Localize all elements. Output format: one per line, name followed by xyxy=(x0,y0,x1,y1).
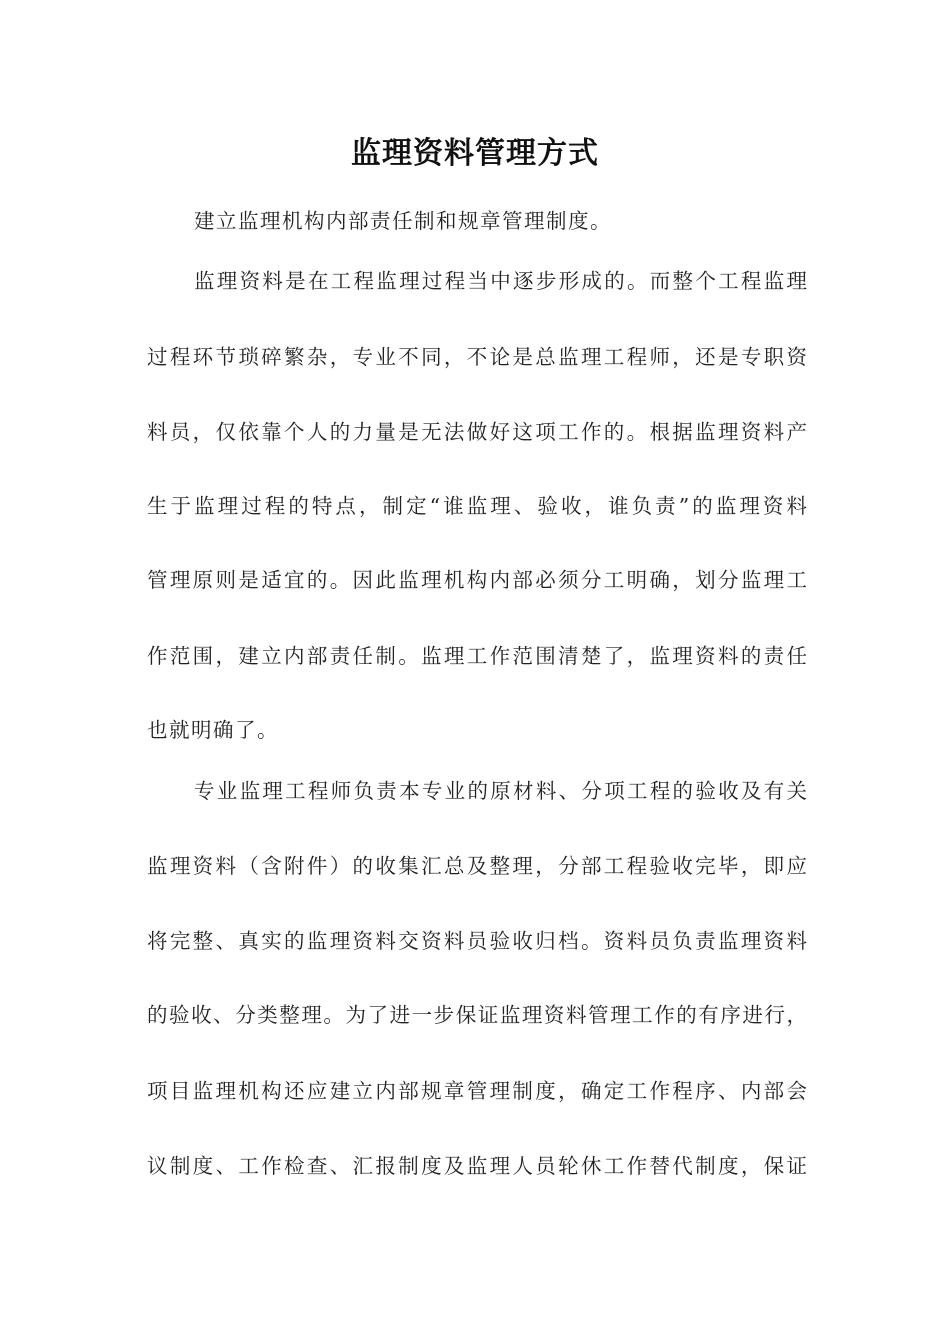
paragraph-2-line-4: 生于监理过程的特点，制定“谁监理、验收，谁负责”的监理资料 xyxy=(147,494,807,518)
paragraph-3-line-3: 将完整、真实的监理资料交资料员验收归档。资料员负责监理资料 xyxy=(147,929,807,953)
paragraph-2-line-5: 管理原则是适宜的。因此监理机构内部必须分工明确，划分监理工 xyxy=(147,568,807,592)
paragraph-2-line-3: 料员，仅依靠个人的力量是无法做好这项工作的。根据监理资料产 xyxy=(147,420,807,444)
paragraph-2-line-1: 监理资料是在工程监理过程当中逐步形成的。而整个工程监理 xyxy=(194,269,807,293)
paragraph-2-line-6: 作范围，建立内部责任制。监理工作范围清楚了，监理资料的责任 xyxy=(147,644,807,668)
paragraph-2-line-2: 过程环节琐碎繁杂，专业不同，不论是总监理工程师，还是专职资 xyxy=(147,345,807,369)
paragraph-3-line-6: 议制度、工作检查、汇报制度及监理人员轮休工作替代制度，保证 xyxy=(147,1154,807,1178)
paragraph-2-line-7: 也就明确了。 xyxy=(147,718,279,742)
page-title: 监理资料管理方式 xyxy=(351,136,599,171)
paragraph-3-line-5: 项目监理机构还应建立内部规章管理制度，确定工作程序、内部会 xyxy=(147,1079,807,1103)
paragraph-3-line-4: 的验收、分类整理。为了进一步保证监理资料管理工作的有序进行， xyxy=(147,1003,807,1027)
paragraph-3-line-2: 监理资料（含附件）的收集汇总及整理，分部工程验收完毕，即应 xyxy=(147,854,807,878)
paragraph-3-line-1: 专业监理工程师负责本专业的原材料、分项工程的验收及有关 xyxy=(194,779,807,803)
paragraph-1-line-1: 建立监理机构内部责任制和规章管理制度。 xyxy=(194,209,612,233)
